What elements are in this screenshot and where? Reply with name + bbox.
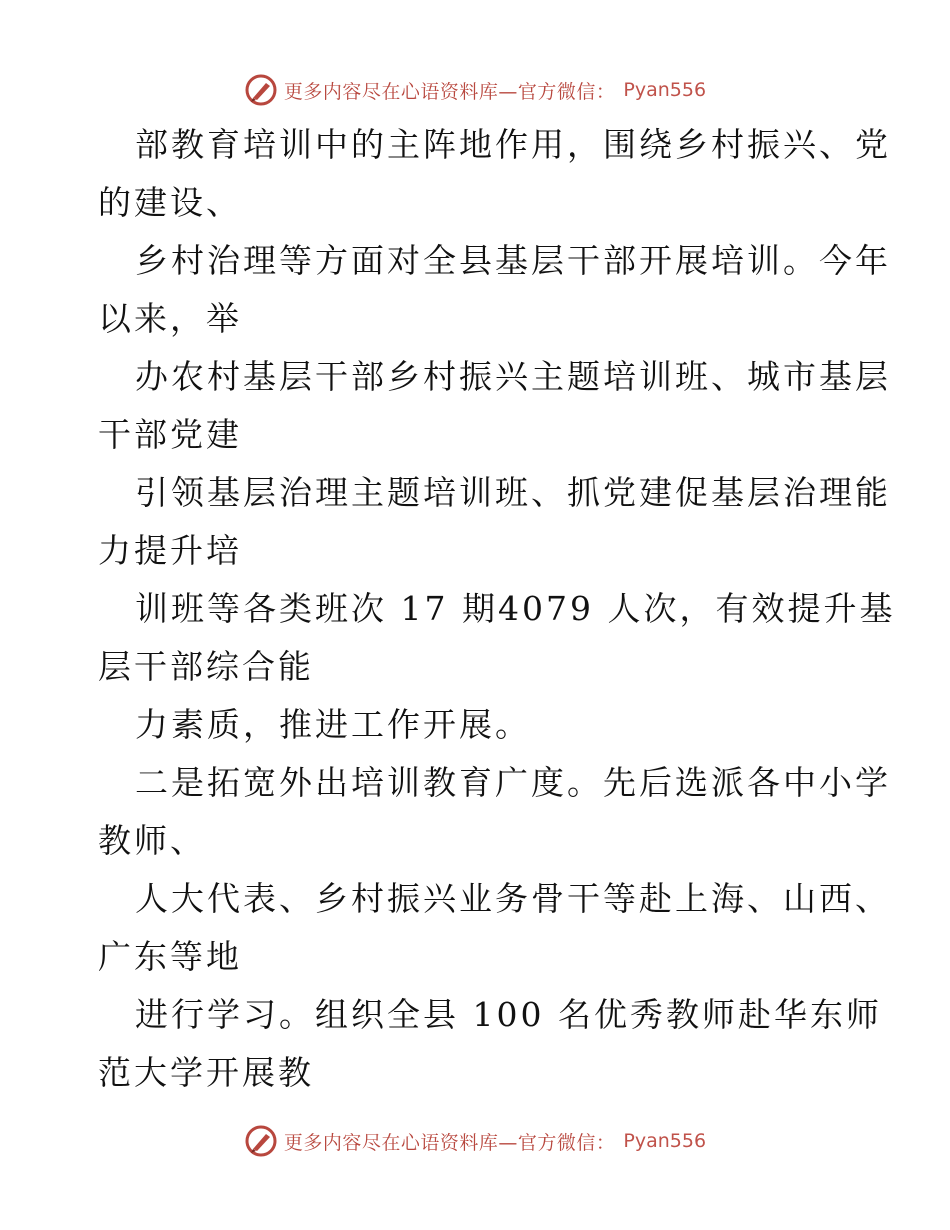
text-line: 二是拓宽外出培训教育广度。先后选派各中小学 [135, 763, 891, 802]
text-line: 乡村治理等方面对全县基层干部开展培训。今年 [135, 241, 891, 280]
header-watermark [0, 72, 950, 108]
pen-seal-icon [244, 1124, 278, 1158]
text-line: 范大学开展教 [98, 1053, 314, 1092]
text-line: 教师、 [98, 821, 206, 860]
text-line: 层干部综合能 [98, 647, 314, 686]
text-line: 部教育培训中的主阵地作用，围绕乡村振兴、党 [135, 125, 891, 164]
text-line: 训班等各类班次 17 期4079 人次，有效提升基 [135, 589, 896, 628]
pen-seal-icon [244, 73, 278, 107]
text-line: 进行学习。组织全县 100 名优秀教师赴华东师 [135, 995, 882, 1034]
document-body [98, 116, 896, 1102]
text-line: 人大代表、乡村振兴业务骨干等赴上海、山西、 [135, 879, 891, 918]
text-line: 办农村基层干部乡村振兴主题培训班、城市基层 [135, 357, 891, 396]
text-line: 以来，举 [98, 299, 242, 338]
watermark-text: 更多内容尽在心语资料库—官方微信： [283, 1131, 616, 1154]
text-line: 的建设、 [98, 183, 242, 222]
text-line: 力素质，推进工作开展。 [135, 705, 531, 744]
watermark-handle: Pyan556 [623, 79, 707, 101]
text-line: 干部党建 [98, 415, 242, 454]
text-line: 引领基层治理主题培训班、抓党建促基层治理能 [135, 473, 891, 512]
watermark-text: 更多内容尽在心语资料库—官方微信： [283, 80, 616, 103]
text-line: 广东等地 [98, 937, 242, 976]
footer-watermark [0, 1123, 950, 1159]
text-line: 力提升培 [98, 531, 242, 570]
watermark-handle: Pyan556 [623, 1130, 707, 1152]
